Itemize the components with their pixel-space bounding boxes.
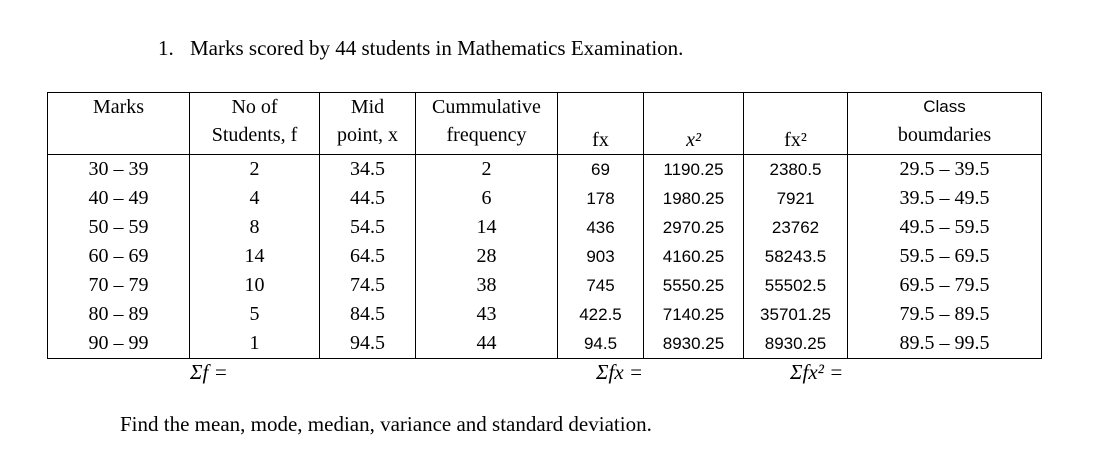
header-fx: fx: [558, 93, 644, 155]
cell-fx: 436: [558, 213, 644, 242]
cell-class-boundary: 49.5 – 59.5: [848, 213, 1042, 242]
table-row: [48, 271, 1042, 300]
cell-fx: 178: [558, 184, 644, 213]
cell-x-squared: 8930.25: [644, 329, 744, 359]
frequency-table: [47, 92, 1042, 359]
cell-mid-point: 84.5: [320, 300, 416, 329]
cell-class-boundary: 39.5 – 49.5: [848, 184, 1042, 213]
cell-mid-point: 54.5: [320, 213, 416, 242]
cell-x-squared: 7140.25: [644, 300, 744, 329]
cell-class-boundary: 29.5 – 39.5: [848, 155, 1042, 185]
header-cumulative-frequency: Cummulative frequency: [416, 93, 558, 155]
header-x-squared: x²: [644, 93, 744, 155]
cell-fx-squared: 23762: [744, 213, 848, 242]
table-row: [48, 213, 1042, 242]
cell-frequency: 1: [190, 329, 320, 359]
question-text: Marks scored by 44 students in Mathematics Examination.: [190, 36, 684, 60]
sum-fx-label: Σfx =: [596, 360, 644, 384]
cell-class-boundary: 79.5 – 89.5: [848, 300, 1042, 329]
sum-fx2-label: Σfx² =: [790, 360, 844, 384]
cell-cumulative-frequency: 2: [416, 155, 558, 185]
cell-mid-point: 94.5: [320, 329, 416, 359]
cell-fx-squared: 7921: [744, 184, 848, 213]
cell-marks: 80 – 89: [48, 300, 190, 329]
cell-mid-point: 64.5: [320, 242, 416, 271]
question-number: 1.: [158, 36, 174, 60]
cell-fx-squared: 2380.5: [744, 155, 848, 185]
cell-marks: 70 – 79: [48, 271, 190, 300]
cell-x-squared: 4160.25: [644, 242, 744, 271]
cell-fx-squared: 58243.5: [744, 242, 848, 271]
cell-class-boundary: 89.5 – 99.5: [848, 329, 1042, 359]
cell-fx: 422.5: [558, 300, 644, 329]
header-mid-point: Mid point, x: [320, 93, 416, 155]
cell-mid-point: 74.5: [320, 271, 416, 300]
cell-frequency: 2: [190, 155, 320, 185]
cell-frequency: 5: [190, 300, 320, 329]
cell-cumulative-frequency: 14: [416, 213, 558, 242]
table-row: [48, 242, 1042, 271]
sum-f-label: Σf =: [190, 360, 228, 384]
cell-marks: 40 – 49: [48, 184, 190, 213]
header-class-boundaries: Class boumdaries: [848, 93, 1042, 155]
cell-marks: 50 – 59: [48, 213, 190, 242]
cell-mid-point: 34.5: [320, 155, 416, 185]
cell-fx-squared: 35701.25: [744, 300, 848, 329]
table-row: [48, 184, 1042, 213]
cell-frequency: 10: [190, 271, 320, 300]
cell-class-boundary: 59.5 – 69.5: [848, 242, 1042, 271]
cell-x-squared: 5550.25: [644, 271, 744, 300]
header-fx-squared: fx²: [744, 93, 848, 155]
header-marks: Marks: [48, 93, 190, 155]
cell-marks: 60 – 69: [48, 242, 190, 271]
cell-fx: 69: [558, 155, 644, 185]
instruction-text: Find the mean, mode, median, variance and standard deviation.: [120, 412, 652, 436]
cell-x-squared: 2970.25: [644, 213, 744, 242]
table-header-row: [48, 93, 1042, 155]
cell-cumulative-frequency: 43: [416, 300, 558, 329]
cell-frequency: 4: [190, 184, 320, 213]
table-row: [48, 300, 1042, 329]
cell-fx: 94.5: [558, 329, 644, 359]
table-row: [48, 329, 1042, 359]
header-students: No of Students, f: [190, 93, 320, 155]
question-title: [158, 36, 683, 61]
cell-x-squared: 1980.25: [644, 184, 744, 213]
cell-marks: 30 – 39: [48, 155, 190, 185]
cell-fx-squared: 55502.5: [744, 271, 848, 300]
cell-frequency: 14: [190, 242, 320, 271]
cell-frequency: 8: [190, 213, 320, 242]
cell-fx: 745: [558, 271, 644, 300]
cell-cumulative-frequency: 28: [416, 242, 558, 271]
cell-marks: 90 – 99: [48, 329, 190, 359]
cell-cumulative-frequency: 38: [416, 271, 558, 300]
cell-cumulative-frequency: 44: [416, 329, 558, 359]
cell-cumulative-frequency: 6: [416, 184, 558, 213]
cell-mid-point: 44.5: [320, 184, 416, 213]
cell-fx: 903: [558, 242, 644, 271]
table-row: [48, 155, 1042, 185]
cell-x-squared: 1190.25: [644, 155, 744, 185]
cell-fx-squared: 8930.25: [744, 329, 848, 359]
cell-class-boundary: 69.5 – 79.5: [848, 271, 1042, 300]
